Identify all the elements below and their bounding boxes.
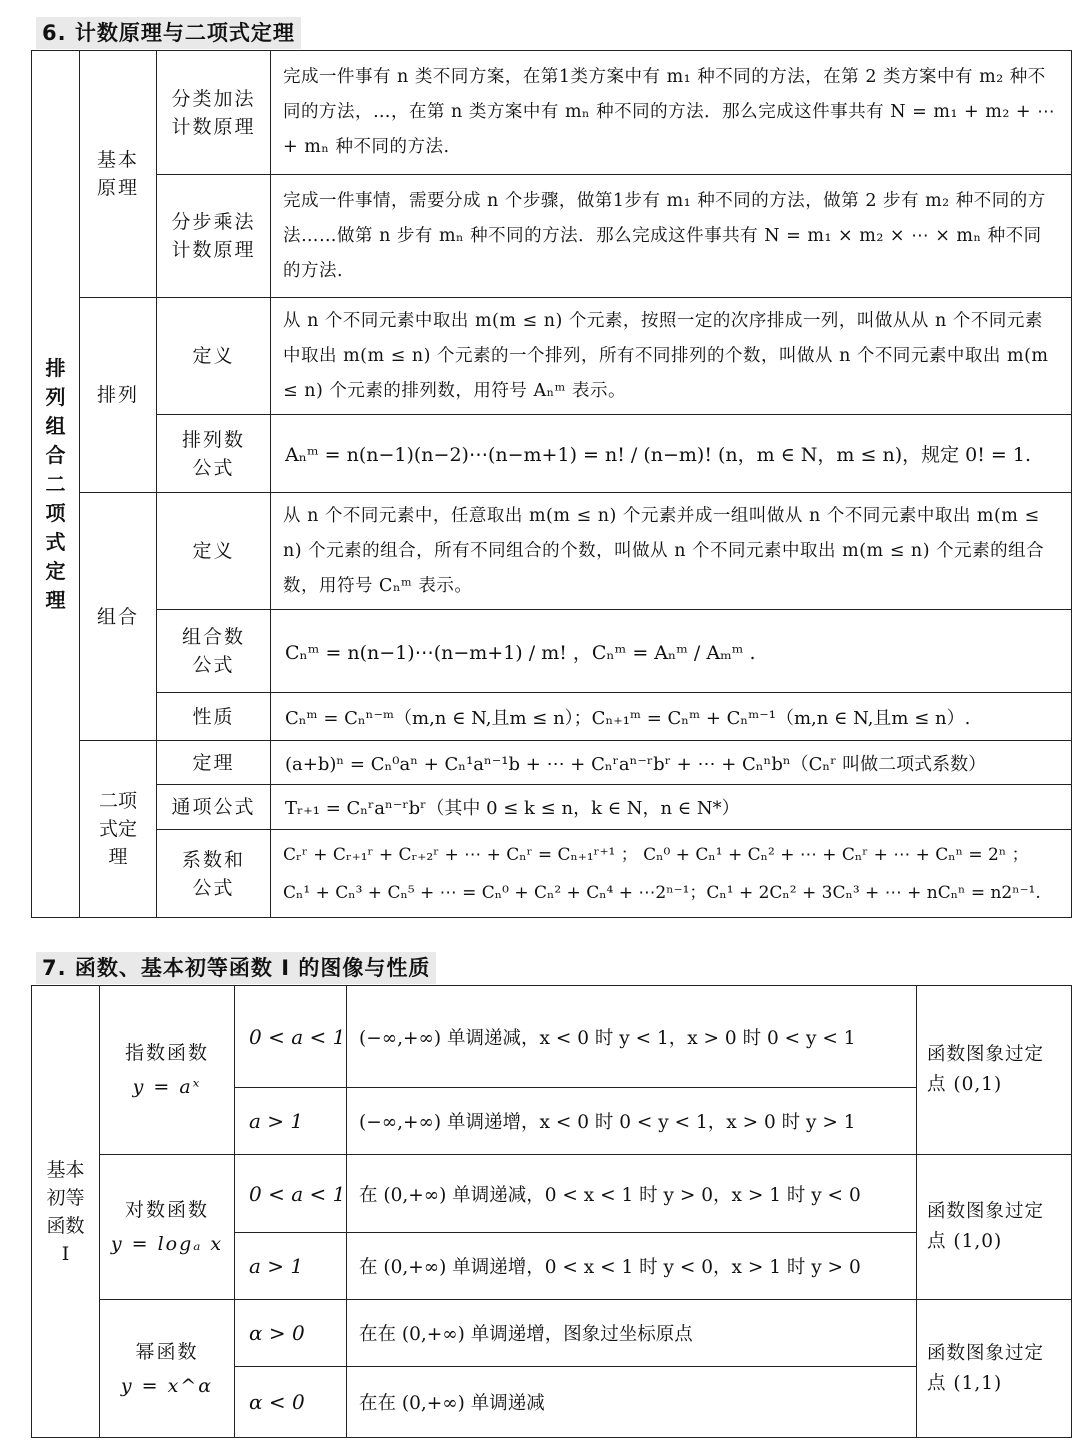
exp-desc2-cell xyxy=(347,1088,917,1155)
log-desc2-cell xyxy=(347,1233,917,1300)
comb-prop-label: 性质 xyxy=(192,705,235,728)
binom-coef-line1: Cᵣʳ + Cᵣ₊₁ʳ + Cᵣ₊₂ʳ + ⋯ + Cₙʳ = Cₙ₊₁ʳ⁺¹ ； Cₙ⁰ + Cₙ¹ + Cₙ² + ⋯ + Cₙʳ + ⋯ + Cₙⁿ = 2ⁿ ； xyxy=(283,844,1029,865)
exp-formula: y = aˣ xyxy=(132,1076,202,1098)
comb-def-text: 从 n 个不同元素中，任意取出 m(m ≤ n) 个元素并成一组叫做从 n 个不同元素中取出 m(m ≤ n) 个元素的组合，所有不同组合的个数，叫做从 n 个不同元素中取出 m(m ≤ n) 个元素的组合数，用符号 Cₙᵐ 表示。 xyxy=(283,505,1045,596)
comb-prop-label-cell xyxy=(157,693,271,741)
pow-cond2: α < 0 xyxy=(249,1390,305,1414)
exp-cond1-cell xyxy=(235,986,347,1088)
pow-desc2-cell xyxy=(347,1367,917,1438)
section6-title: 6. 计数原理与二项式定理 xyxy=(36,17,301,49)
mul-principle-text-cell xyxy=(271,175,1072,298)
pow-point-cell xyxy=(917,1300,1072,1438)
comb-formula-label: 组合数公式 xyxy=(181,626,245,676)
perm-def-text-cell xyxy=(271,298,1072,415)
add-principle-label-cell xyxy=(157,51,271,175)
log-cond1-cell xyxy=(235,1155,347,1233)
comb-def-label: 定义 xyxy=(192,540,235,562)
side-label: 排列组合二项式定理 xyxy=(45,355,66,612)
exp-point-cell xyxy=(917,986,1072,1155)
log-name: 对数函数 xyxy=(124,1199,209,1221)
log-point-cell xyxy=(917,1155,1072,1300)
pow-desc1: 在在 (0,+∞) 单调递增，图象过坐标原点 xyxy=(359,1324,693,1345)
perm-def-label-cell xyxy=(157,298,271,415)
binom-coef-line2: Cₙ¹ + Cₙ³ + Cₙ⁵ + ⋯ = Cₙ⁰ + Cₙ² + Cₙ⁴ + ⋯2ⁿ⁻¹；Cₙ¹ + 2Cₙ² + 3Cₙ³ + ⋯ + nCₙⁿ = n2ⁿ⁻¹. xyxy=(283,882,1041,903)
add-principle-label: 分类加法计数原理 xyxy=(171,87,256,138)
side-label-7: 基本初等函数Ⅰ xyxy=(46,1158,85,1265)
side-label-cell xyxy=(32,51,80,918)
binom-thm-label: 定理 xyxy=(192,751,235,774)
perm-cell xyxy=(80,298,157,493)
basic-principle-cell xyxy=(80,51,157,298)
comb-formula: Cₙᵐ = n(n−1)⋯(n−m+1) / m! ，Cₙᵐ = Aₙᵐ / Aₘᵐ . xyxy=(285,641,756,664)
perm-def-text: 从 n 个不同元素中取出 m(m ≤ n) 个元素，按照一定的次序排成一列，叫做从从 n 个不同元素中取出 m(m ≤ n) 个元素的一个排列，所有不同排列的个数，叫做从 n 个不同元素中取出 m(m ≤ n) 个元素的排列数，用符号 Aₙᵐ 表示。 xyxy=(283,310,1049,401)
exp-name-cell xyxy=(100,986,235,1155)
log-desc1-cell xyxy=(347,1155,917,1233)
exp-cond1: 0 < a < 1 xyxy=(249,1024,346,1049)
exp-cond2: a > 1 xyxy=(249,1109,304,1133)
binom-term-cell xyxy=(271,785,1072,830)
exp-point: 函数图象过定点 (0,1) xyxy=(927,1044,1045,1095)
pow-name: 幂函数 xyxy=(135,1340,199,1363)
comb-def-text-cell xyxy=(271,493,1072,610)
perm-formula-label-cell xyxy=(157,415,271,493)
exp-name: 指数函数 xyxy=(124,1042,209,1064)
binom-thm-cell xyxy=(271,741,1072,785)
pow-formula: y = x^α xyxy=(120,1374,214,1397)
binom-term-label: 通项公式 xyxy=(171,796,256,818)
basic-principle-label: 基本原理 xyxy=(96,149,139,199)
comb-prop: Cₙᵐ = Cₙⁿ⁻ᵐ（m,n ∈ N,且m ≤ n）；Cₙ₊₁ᵐ = Cₙᵐ + Cₙᵐ⁻¹（m,n ∈ N,且m ≤ n）. xyxy=(285,707,971,729)
pow-desc1-cell xyxy=(347,1300,917,1367)
perm-def-label: 定义 xyxy=(192,345,235,367)
perm-label: 排列 xyxy=(96,384,139,406)
pow-cond1-cell xyxy=(235,1300,347,1367)
log-cond2: a > 1 xyxy=(249,1254,304,1278)
exp-desc1-cell xyxy=(347,986,917,1088)
add-principle-text: 完成一件事有 n 类不同方案，在第1类方案中有 m₁ 种不同的方法，在第 2 类方案中有 m₂ 种不同的方法，…，在第 n 类方案中有 mₙ 种不同的方法．那么完成这件事共有 N = m₁ + m₂ + ⋯ + mₙ 种不同的方法. xyxy=(283,67,1056,157)
pow-desc2: 在在 (0,+∞) 单调递减 xyxy=(359,1393,545,1414)
binom-coef-label: 系数和公式 xyxy=(181,848,245,899)
binom-term: Tᵣ₊₁ = Cₙʳaⁿ⁻ʳbʳ（其中 0 ≤ k ≤ n，k ∈ N，n ∈ N*） xyxy=(285,798,740,819)
perm-formula-cell xyxy=(271,415,1072,493)
section7-title: 7. 函数、基本初等函数 I 的图像与性质 xyxy=(36,952,436,984)
comb-prop-cell xyxy=(271,693,1072,741)
pow-cond2-cell xyxy=(235,1367,347,1438)
log-desc2: 在 (0,+∞) 单调递增，0 < x < 1 时 y < 0，x > 1 时 y > 0 xyxy=(359,1257,861,1278)
exp-desc2: (−∞,+∞) 单调递增，x < 0 时 0 < y < 1，x > 0 时 y > 1 xyxy=(359,1112,856,1133)
comb-formula-label-cell xyxy=(157,610,271,693)
binom-coef-label-cell xyxy=(157,830,271,918)
log-cond2-cell xyxy=(235,1233,347,1300)
pow-point: 函数图象过定点 (1,1) xyxy=(927,1342,1045,1394)
side-label-cell-7 xyxy=(32,986,100,1438)
log-cond1: 0 < a < 1 xyxy=(249,1181,346,1206)
perm-formula: Aₙᵐ = n(n−1)(n−2)⋯(n−m+1) = n! / (n−m)! (n，m ∈ N，m ≤ n)，规定 0! = 1. xyxy=(285,444,1031,466)
mul-principle-label: 分步乘法计数原理 xyxy=(171,211,256,261)
log-point: 函数图象过定点 (1,0) xyxy=(927,1201,1045,1252)
log-formula: y = logₐ x xyxy=(110,1233,224,1255)
perm-formula-label: 排列数公式 xyxy=(181,428,245,479)
binom-cell xyxy=(80,741,157,918)
comb-label: 组合 xyxy=(96,605,139,628)
exp-cond2-cell xyxy=(235,1088,347,1155)
binom-label: 二项式定理 xyxy=(98,790,137,868)
mul-principle-label-cell xyxy=(157,175,271,298)
exp-desc1: (−∞,+∞) 单调递减，x < 0 时 y < 1，x > 0 时 0 < y < 1 xyxy=(359,1027,856,1049)
mul-principle-text: 完成一件事情，需要分成 n 个步骤，做第1步有 m₁ 种不同的方法，做第 2 步有 m₂ 种不同的方法……做第 n 步有 mₙ 种不同的方法．那么完成这件事共有 N = m₁ × m₂ × ⋯ × mₙ 种不同的方法. xyxy=(283,190,1046,281)
binom-term-label-cell xyxy=(157,785,271,830)
elementary-functions-table xyxy=(31,985,1072,1438)
comb-formula-cell xyxy=(271,610,1072,693)
comb-def-label-cell xyxy=(157,493,271,610)
binom-thm-label-cell xyxy=(157,741,271,785)
log-name-cell xyxy=(100,1155,235,1300)
pow-name-cell xyxy=(100,1300,235,1438)
binom-coef-cell xyxy=(271,830,1072,918)
counting-principles-table xyxy=(31,50,1072,918)
add-principle-text-cell xyxy=(271,51,1072,175)
log-desc1: 在 (0,+∞) 单调递减，0 < x < 1 时 y > 0，x > 1 时 y < 0 xyxy=(359,1184,861,1206)
pow-cond1: α > 0 xyxy=(249,1321,305,1345)
comb-cell xyxy=(80,493,157,741)
binom-thm: (a+b)ⁿ = Cₙ⁰aⁿ + Cₙ¹aⁿ⁻¹b + ⋯ + Cₙʳaⁿ⁻ʳbʳ + ⋯ + Cₙⁿbⁿ（Cₙʳ 叫做二项式系数） xyxy=(285,753,987,775)
